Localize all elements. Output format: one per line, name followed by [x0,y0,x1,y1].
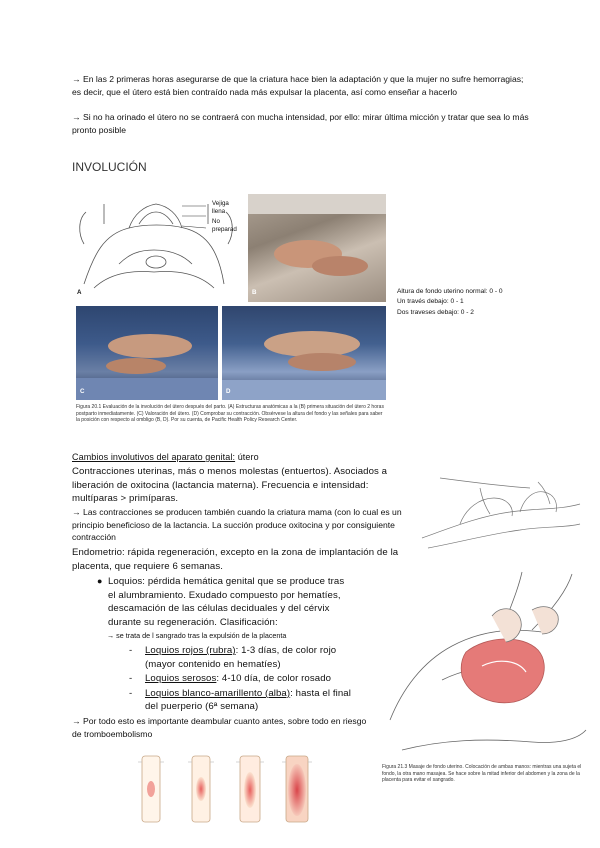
cambios-heading-rest: útero [235,452,259,462]
loquios-pads-illustration [136,752,336,826]
section-title: INVOLUCIÓN [72,160,147,174]
dash-bullet-icon: - [129,645,133,656]
loquios-type-desc: : 4-10 día, de color rosado [216,673,332,685]
paragraph-deambular: → Por todo esto es importante deambular cuanto antes, sobre todo en riesgo de tromboembolismo [72,716,367,739]
hands-illustration-c [76,306,218,400]
loquios-types [129,644,361,714]
reclining-figure-sketch [420,468,582,560]
paragraph-criatura-mama: → Las contracciones se producen también cuando la criatura mama (con lo cual es un principio beneficioso de la lactancia. La succión produce oxitocina y por consiguiente contracción [72,507,402,543]
fundus-note-3: Dos traveses debajo: 0 - 2 [397,308,474,316]
fundus-notes [397,287,503,318]
loquios-type-desc: : hasta el final del puerperio (6ª semana) [145,687,351,713]
fundus-note-1: Altura de fondo uterino normal: 0 - 0 [397,288,503,295]
bullet-icon: ● [97,576,103,586]
uterine-massage-illustration [382,570,588,766]
panel-label-b: B [252,289,257,296]
loquios-note: → se trata de l sangrado tras la expulsión de la placenta [107,631,287,640]
intro-paragraph-2: → Si no ha orinado el útero no se contraerá con mucha intensidad, por ello: mirar última micción y tratar que sea lo más pronto posible [72,112,529,135]
photo-d [222,306,386,400]
loquios-text: Loquios: pérdida hemática genital que se produce tras el alumbramiento. Exudado compuesto por hematíes, descamación de las células deciduales y del cérvix durante su regeneración. Clasificación: [108,576,345,628]
photo-b [248,194,386,302]
loquios-type-name: Loquios rojos (rubra) [145,645,236,656]
drawing-label-2: llena [212,208,226,215]
hands-illustration-b [248,194,386,302]
cambios-heading [72,451,259,465]
paragraph-contracciones: Contracciones uterinas, más o menos molestas (entuertos). Asociados a liberación de oxitocina (lactancia materna). Frecuencia e intensidad: multíparas > primíparas. [72,466,388,505]
drawing-label-3: No [212,218,220,225]
loquios-type-serosos [129,672,361,686]
figure-uterine-massage [382,570,588,784]
loquios-item [97,575,352,629]
figure-involution [72,192,388,438]
paragraph-endometrio: Endometrio: rápida regeneración, excepto en la zona de implantación de la placenta, que requiere 6 semanas. [72,547,399,572]
dash-bullet-icon: - [129,687,133,699]
loquios-type-name: Loquios blanco-amarillento (alba) [145,687,291,699]
drawing-label-1: Vejiga [212,200,229,207]
loquios-type-desc: : 1-3 días, de color rojo (mayor contenido en hematíes) [145,645,337,670]
cambios-heading-underlined: Cambios involutivos del aparato genital: [72,452,236,462]
panel-label-c: C [80,388,85,395]
intro-paragraph-1: → En las 2 primeras horas asegurarse de que la criatura hace bien la adaptación y que la mujer no sufre hemorragias; es decir, que el útero está bien contraído nada más expulsar la placenta, así como enseñar a hacerlo [72,74,524,97]
drawing-label-4: preparad [212,226,237,233]
dash-bullet-icon: - [129,673,133,685]
figure-2-caption: Figura 21.3 Masaje de fondo uterino. Colocación de ambas manos: mientras una sujeta el fondo, la otra mano masajea. Se hace sobre la mitad inferior del abdomen y la zona de la placenta para evitar el sangrado. [382,764,582,784]
loquios-type-rubra [129,644,361,671]
photo-c [76,306,218,400]
loquios-type-name: Loquios serosos [145,673,217,685]
panel-label-d: D [226,388,231,395]
hands-illustration-d [222,306,386,400]
figure-1-caption: Figura 20.1 Evaluación de la involución del útero después del parto. (A) Estructuras anatómicas a la (B) primera situación del útero 2 horas postparto inmediatamente. (C) Valoración del útero. (D) Comprobar su contracción. Obsérvese la altura del fondo y las señales para saber la posición con respecto al ombligo (B, D). Por su cuenta, de Pacific Health Policy Research Center. [76,404,384,424]
panel-label-a: A [77,289,82,296]
reclining-figure-illustration [420,468,582,560]
pads-illustration [136,752,336,826]
fundus-note-2: Un través debajo: 0 - 1 [397,298,464,306]
loquios-type-alba [129,687,361,714]
